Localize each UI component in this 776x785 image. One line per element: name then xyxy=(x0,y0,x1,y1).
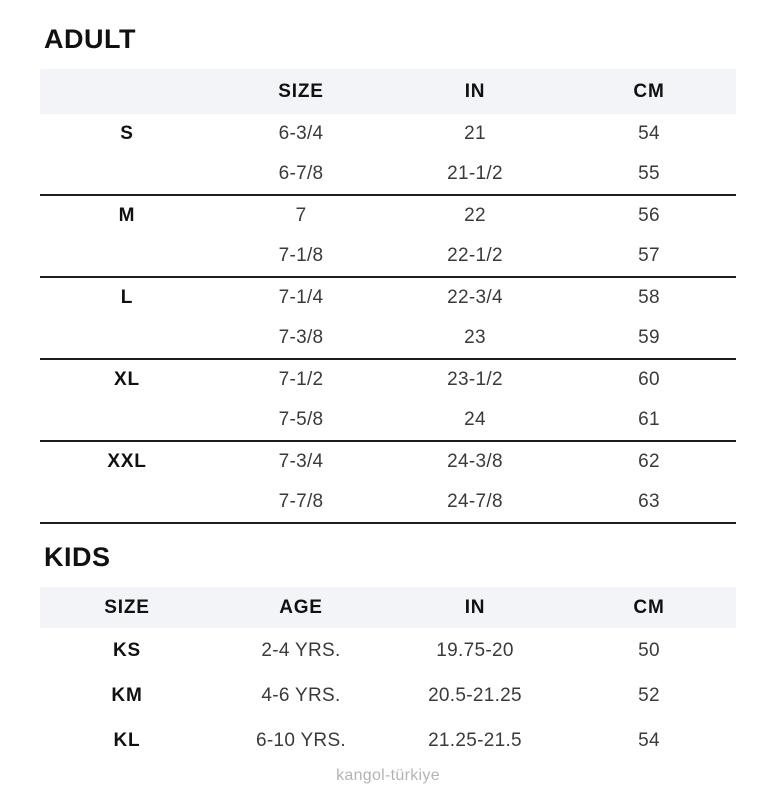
kids-header-size: SIZE xyxy=(40,587,214,628)
kids-header-cm: CM xyxy=(562,587,736,628)
size-cell: 7-3/8 xyxy=(214,318,388,359)
size-label-cell: KL xyxy=(113,729,141,751)
table-row xyxy=(40,154,736,195)
in-cell: 23-1/2 xyxy=(447,369,503,390)
size-label-cell: KM xyxy=(111,684,143,706)
table-row xyxy=(40,628,736,673)
adult-header-cm: CM xyxy=(562,69,736,114)
size-cell: 7-3/4 xyxy=(278,451,324,472)
table-row xyxy=(40,482,736,523)
size-label-cell: XL xyxy=(114,369,140,390)
cm-cell: 54 xyxy=(638,123,660,144)
table-row xyxy=(40,195,736,236)
table-row xyxy=(40,718,736,763)
kids-header-row xyxy=(40,587,736,628)
cm-cell: 56 xyxy=(638,205,660,226)
table-row xyxy=(40,277,736,318)
size-label-cell: L xyxy=(120,287,134,308)
size-cell: 6-3/4 xyxy=(278,123,324,144)
in-cell: 21-1/2 xyxy=(388,154,562,195)
cm-cell: 63 xyxy=(562,482,736,523)
kids-size-table xyxy=(40,587,736,763)
cm-cell: 57 xyxy=(562,236,736,277)
size-label-cell: S xyxy=(120,123,134,144)
kids-header-age: AGE xyxy=(214,587,388,628)
cm-cell: 59 xyxy=(562,318,736,359)
in-cell: 23 xyxy=(388,318,562,359)
adult-header-size: SIZE xyxy=(214,69,388,114)
cm-cell: 54 xyxy=(638,729,660,751)
table-row xyxy=(40,359,736,400)
table-row xyxy=(40,318,736,359)
size-label-cell xyxy=(40,400,214,441)
in-cell: 24-7/8 xyxy=(388,482,562,523)
cm-cell: 50 xyxy=(638,639,660,661)
in-cell: 19.75-20 xyxy=(436,639,514,661)
kids-header-in: IN xyxy=(388,587,562,628)
adult-header-in: IN xyxy=(388,69,562,114)
size-cell: 7-1/4 xyxy=(278,287,324,308)
age-cell: 4-6 YRS. xyxy=(261,684,341,706)
size-label-cell xyxy=(40,482,214,523)
table-row xyxy=(40,114,736,154)
cm-cell: 60 xyxy=(638,369,660,390)
kids-section-title: KIDS xyxy=(44,542,111,572)
adult-header-row xyxy=(40,69,736,114)
table-row xyxy=(40,673,736,718)
in-cell: 21 xyxy=(464,123,486,144)
adult-section-title: ADULT xyxy=(44,24,136,54)
table-row xyxy=(40,236,736,277)
size-cell: 6-7/8 xyxy=(214,154,388,195)
size-cell: 7-1/8 xyxy=(214,236,388,277)
table-row xyxy=(40,441,736,482)
in-cell: 22 xyxy=(464,205,486,226)
size-cell: 7 xyxy=(295,205,307,226)
size-label-cell: KS xyxy=(113,639,141,661)
cm-cell: 62 xyxy=(638,451,660,472)
in-cell: 20.5-21.25 xyxy=(428,684,522,706)
size-label-cell xyxy=(40,236,214,277)
adult-size-table xyxy=(40,69,736,524)
in-cell: 22-1/2 xyxy=(388,236,562,277)
size-label-cell xyxy=(40,318,214,359)
in-cell: 21.25-21.5 xyxy=(428,729,522,751)
size-label-cell xyxy=(40,154,214,195)
size-cell: 7-5/8 xyxy=(214,400,388,441)
adult-header-blank xyxy=(40,69,214,114)
age-cell: 6-10 YRS. xyxy=(255,729,346,751)
in-cell: 24 xyxy=(388,400,562,441)
size-cell: 7-7/8 xyxy=(214,482,388,523)
watermark-text: kangol-türkiye xyxy=(336,767,440,784)
size-label-cell: M xyxy=(118,205,136,226)
size-cell: 7-1/2 xyxy=(278,369,324,390)
in-cell: 22-3/4 xyxy=(447,287,503,308)
size-label-cell: XXL xyxy=(107,451,147,472)
in-cell: 24-3/8 xyxy=(447,451,503,472)
table-row xyxy=(40,400,736,441)
cm-cell: 61 xyxy=(562,400,736,441)
cm-cell: 58 xyxy=(638,287,660,308)
cm-cell: 52 xyxy=(638,684,660,706)
age-cell: 2-4 YRS. xyxy=(261,639,341,661)
cm-cell: 55 xyxy=(562,154,736,195)
